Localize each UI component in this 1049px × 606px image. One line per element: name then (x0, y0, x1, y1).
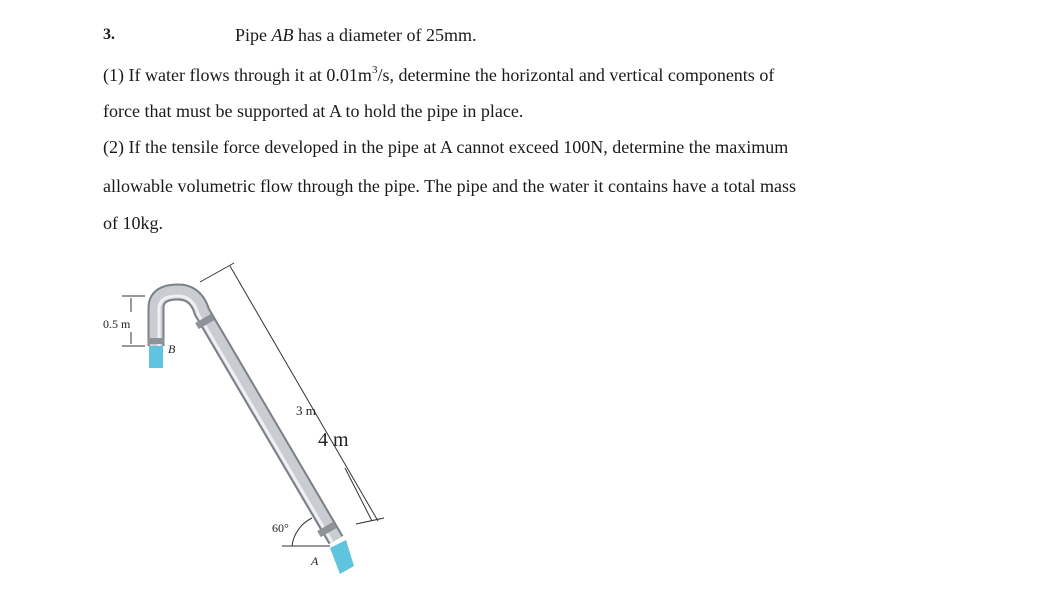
height-label: 0.5 m (103, 317, 131, 331)
part1-line1-sup: 3 (371, 64, 378, 76)
water-outlet-B (149, 346, 163, 368)
angle-label: 60° (272, 521, 289, 535)
length-dimension (200, 263, 384, 524)
title-italic: AB (271, 25, 294, 45)
label-B: B (168, 342, 176, 356)
part1-line1-pre: (1) If water flows through it at 0.01m (103, 65, 372, 85)
title-post: has a diameter of 25mm. (293, 25, 477, 45)
label-A: A (311, 554, 319, 568)
part1-line2: force that must be supported at A to hold the pipe in place. (103, 101, 524, 121)
part2-line2: allowable volumetric flow through the pipe. The pipe and the water it contains have a total mass (103, 176, 796, 196)
overlay-length-label: 4 m (318, 429, 349, 451)
title-pre: Pipe (235, 25, 272, 45)
length-label: 3 m (296, 403, 316, 418)
part2-line1: (2) If the tensile force developed in the pipe at A cannot exceed 100N, determine the maximum (103, 137, 789, 157)
problem-number: 3. (103, 26, 115, 43)
water-inlet-A (330, 540, 354, 574)
part1-line1-post: /s, determine the horizontal and vertical components of (377, 65, 775, 85)
part2-line3: of 10kg. (103, 213, 163, 233)
